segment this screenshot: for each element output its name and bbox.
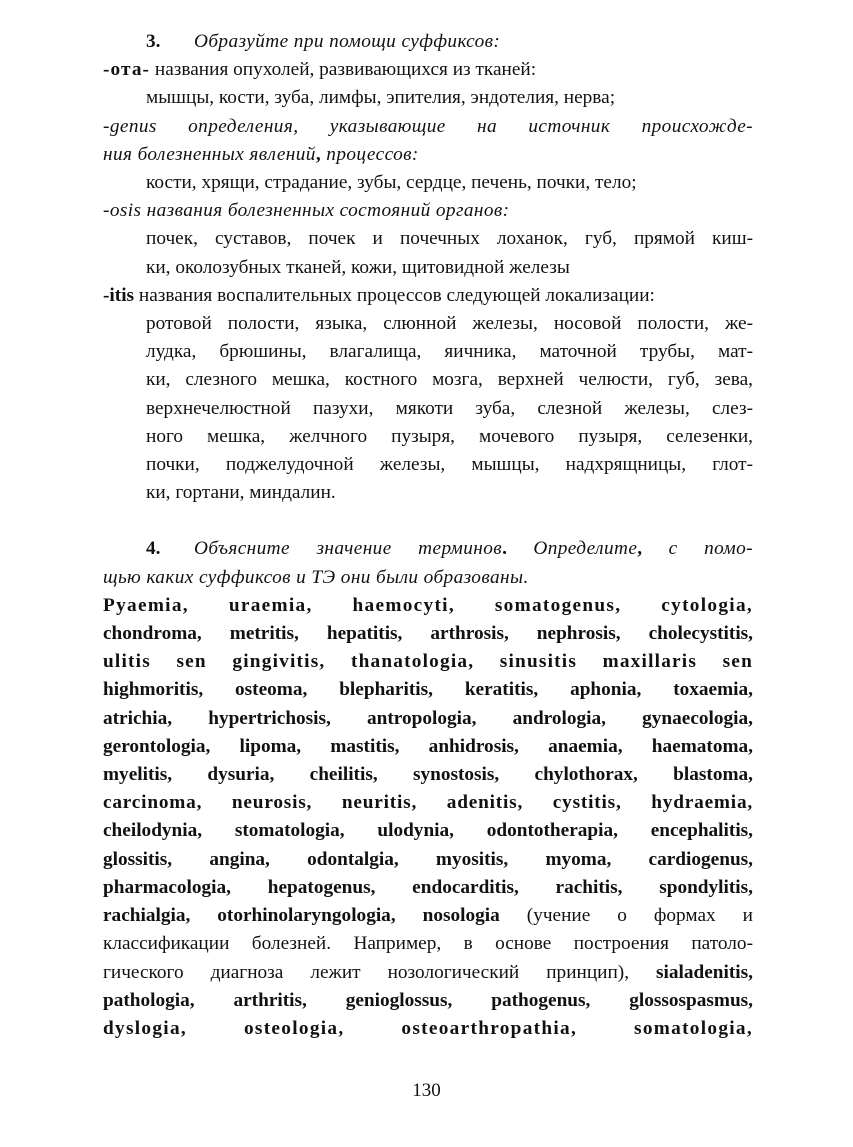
genus-line-2: [103, 141, 753, 169]
mixed-line-1: [103, 902, 753, 930]
terms-line: dyslogia, osteologia, osteoarthropathia, somatologia,: [103, 1017, 753, 1039]
mixed-line-2: классификации болезней. Например, в основе построения патоло-: [103, 933, 753, 955]
exercise-3-heading: [103, 28, 753, 56]
mixed-line-1-text: (учение о формах и: [499, 905, 753, 927]
itis-words-line: почки, поджелудочной железы, мышцы, надхрящницы, глот-: [146, 454, 753, 476]
exercise-4-number: 4.: [146, 538, 161, 560]
itis-words-line: ротовой полости, языка, слюнной железы, носовой полости, же-: [146, 313, 753, 335]
terms-line: gerontologia, lipoma, mastitis, anhidrosis, anaemia, haematoma,: [103, 735, 753, 757]
genus-line-1: -genus определения, указывающие на источник происхожде-: [103, 115, 753, 137]
terms-line: Pyaemia, uraemia, haemocyti, somatogenus, cytologia,: [103, 594, 753, 616]
page-body: [103, 28, 753, 1043]
itis-words-line: верхнечелюстной пазухи, мякоти зуба, слезной железы, слез-: [146, 397, 753, 419]
terms-line: highmoritis, osteoma, blepharitis, keratitis, aphonia, toxaemia,: [103, 679, 753, 701]
itis-suffix: -itis: [103, 284, 135, 306]
itis-line: [103, 282, 753, 310]
itis-words-line: лудка, брюшины, влагалища, яичника, маточной трубы, мат-: [146, 341, 753, 363]
exercise-4-heading: [103, 535, 753, 563]
terms-line: atrichia, hypertrichosis, antropologia, andrologia, gynaecologia,: [103, 707, 753, 729]
terms-line: myelitis, dysuria, cheilitis, synostosis, chylothorax, blastoma,: [103, 764, 753, 786]
genus-line-2-a: ния болезненных явлений: [103, 143, 316, 165]
genus-words: кости, хрящи, страдание, зубы, сердце, печень, почки, тело;: [146, 172, 637, 194]
terms-line: chondroma, metritis, hepatitis, arthrosis, nephrosis, cholecystitis,: [103, 623, 753, 645]
exercise-4-title-comma: ,: [637, 538, 643, 560]
exercise-4-title-a: Объясните значение терминов: [194, 538, 503, 560]
oma-words: мышцы, кости, зуба, лимфы, эпителия, эндотелия, нерва;: [146, 87, 616, 109]
terms-line: pharmacologia, hepatogenus, endocarditis, rachitis, spondylitis,: [103, 876, 753, 898]
itis-words-line: ки, гортани, миндалин.: [146, 482, 336, 504]
terms-line: cheilodynia, stomatologia, ulodynia, odontotherapia, encephalitis,: [103, 820, 753, 842]
exercise-4-title-line-2: щью каких суффиксов и ТЭ они были образованы.: [103, 566, 529, 588]
osis-line: -osis названия болезненных состояний органов:: [103, 200, 510, 222]
page-number: 130: [412, 1080, 441, 1101]
exercise-4-title-c: с помо-: [642, 538, 753, 560]
section-gap: [103, 507, 753, 535]
oma-description: названия опухолей, развивающихся из тканей:: [154, 59, 537, 81]
osis-words-2: ки, околозубных тканей, кожи, щитовидной железы: [146, 256, 570, 278]
osis-words-1: почек, суставов, почек и почечных лоханок, губ, прямой киш-: [146, 228, 753, 250]
oma-line: [103, 56, 753, 84]
mixed-line-3-text: гического диагноза лежит нозологический принцип),: [103, 961, 657, 983]
mixed-line-1-terms: rachialgia, otorhinolaryngologia, nosologia: [103, 905, 500, 927]
exercise-3-title: Образуйте при помощи суффиксов:: [194, 31, 501, 52]
exercise-3-number: 3.: [146, 31, 161, 52]
terms-line: glossitis, angina, odontalgia, myositis, myoma, cardiogenus,: [103, 848, 753, 870]
genus-line-2-comma: ,: [315, 143, 322, 165]
terms-line: pathologia, arthritis, genioglossus, pathogenus, glossospasmus,: [103, 989, 753, 1011]
oma-suffix: -ота-: [103, 59, 151, 81]
mixed-line-3: [103, 959, 753, 987]
terms-line: carcinoma, neurosis, neuritis, adenitis, cystitis, hydraemia,: [103, 792, 753, 814]
itis-words-line: ного мешка, желчного пузыря, мочевого пузыря, селезенки,: [146, 425, 753, 447]
itis-words-line: ки, слезного мешка, костного мозга, верхней челюсти, губ, зева,: [146, 369, 753, 391]
mixed-line-3-term: sialadenitis,: [656, 961, 753, 983]
itis-description: названия воспалительных процессов следующей локализации:: [138, 284, 655, 306]
genus-line-2-b: процессов:: [321, 143, 419, 165]
exercise-4-title-dot: .: [502, 538, 507, 560]
terms-line: ulitis sen gingivitis, thanatologia, sinusitis maxillaris sen: [103, 651, 753, 673]
exercise-4-title-b: Определите: [506, 538, 638, 560]
